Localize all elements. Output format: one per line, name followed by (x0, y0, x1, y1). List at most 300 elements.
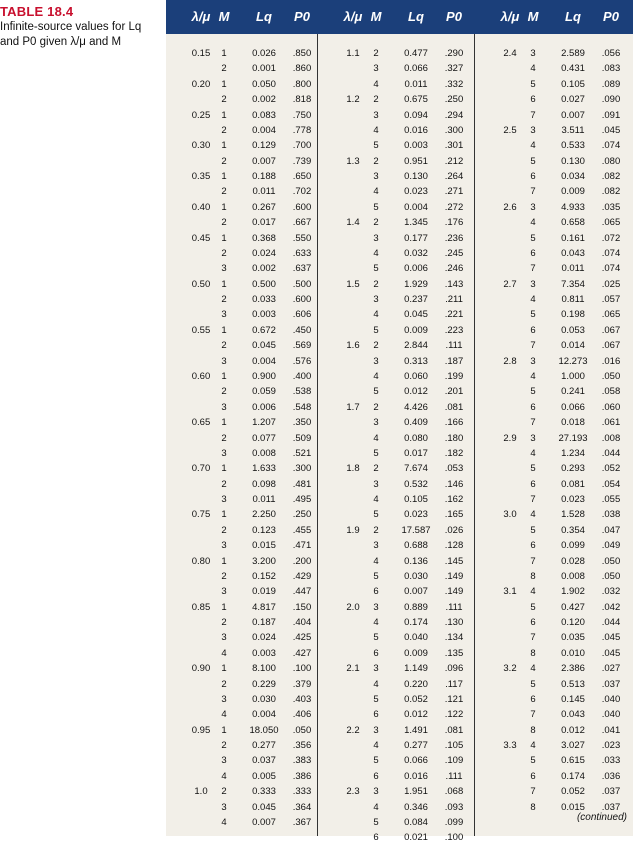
p0-cell: .074 (601, 247, 621, 259)
lq-cell: 1.929 (404, 278, 428, 290)
lq-cell: 0.043 (561, 709, 585, 721)
lq-cell: 0.017 (252, 217, 276, 229)
column-divider (317, 34, 318, 836)
p0-cell: .400 (292, 370, 312, 382)
lq-cell: 0.267 (252, 201, 276, 213)
p0-cell: .606 (292, 309, 312, 321)
p0-header-3: P0 (603, 9, 619, 24)
p0-cell: .083 (601, 63, 621, 75)
lq-cell: 0.023 (561, 494, 585, 506)
lambda-mu-cell: 1.3 (346, 155, 360, 167)
table-description: Infinite-source values for Lq and P0 given λ/μ and M (0, 21, 142, 48)
lq-cell: 0.004 (252, 355, 276, 367)
m-cell: 2 (221, 678, 227, 690)
lq-cell: 0.130 (404, 171, 428, 183)
lq-cell: 0.035 (561, 632, 585, 644)
m-cell: 4 (221, 817, 227, 828)
m-cell: 1 (221, 109, 227, 121)
p0-cell: .050 (601, 570, 621, 582)
lq-cell: 0.354 (561, 524, 585, 536)
lq-cell: 17.587 (401, 524, 431, 536)
m-cell: 3 (373, 355, 379, 367)
p0-cell: .149 (444, 570, 464, 582)
lq-cell: 1.902 (561, 586, 585, 598)
p0-cell: .301 (444, 140, 464, 152)
lq-cell: 0.053 (561, 324, 585, 336)
p0-cell: .199 (444, 370, 464, 382)
lambda-mu-cell: 0.60 (191, 370, 211, 382)
lq-cell: 0.017 (404, 447, 428, 459)
lq-cell: 0.021 (404, 832, 428, 843)
p0-cell: .538 (292, 386, 312, 398)
m-cell: 1 (221, 232, 227, 244)
p0-cell: .067 (601, 340, 621, 352)
lq-cell: 1.234 (561, 447, 585, 459)
lq-cell: 0.052 (404, 693, 428, 705)
lq-header-1: Lq (256, 9, 272, 24)
m-cell: 7 (530, 494, 536, 506)
p0-cell: .166 (444, 417, 464, 429)
lq-cell: 0.019 (252, 586, 276, 598)
lambda-mu-cell: 0.40 (191, 201, 211, 213)
m-cell: 3 (221, 401, 227, 413)
lq-cell: 0.028 (561, 555, 585, 567)
lq-cell: 1.149 (404, 663, 428, 675)
p0-cell: .667 (292, 217, 312, 229)
lq-cell: 0.427 (561, 601, 585, 613)
lambda-mu-cell: 0.20 (191, 78, 211, 90)
lq-cell: 0.002 (252, 94, 276, 106)
p0-cell: .250 (292, 509, 312, 521)
m-cell: 4 (373, 370, 379, 382)
p0-cell: .548 (292, 401, 312, 413)
lq-cell: 0.009 (404, 324, 428, 336)
column-divider (474, 34, 475, 836)
m-cell: 5 (530, 755, 536, 767)
p0-cell: .427 (292, 647, 312, 659)
lq-cell: 2.589 (561, 48, 585, 59)
m-cell: 1 (221, 78, 227, 90)
lq-cell: 3.200 (252, 555, 276, 567)
m-cell: 2 (373, 401, 379, 413)
m-cell: 3 (530, 124, 536, 136)
m-cell: 1 (221, 48, 227, 59)
lambda-mu-cell: 2.8 (503, 355, 517, 367)
p0-cell: .778 (292, 124, 312, 136)
p0-cell: .041 (601, 724, 621, 736)
m-cell: 1 (221, 555, 227, 567)
lq-cell: 0.129 (252, 140, 276, 152)
m-cell: 3 (221, 309, 227, 321)
p0-cell: .025 (601, 278, 621, 290)
m-cell: 7 (530, 786, 536, 798)
p0-cell: .135 (444, 647, 464, 659)
lq-cell: 0.083 (252, 109, 276, 121)
lq-cell: 0.066 (404, 755, 428, 767)
lq-cell: 3.511 (561, 124, 585, 136)
p0-cell: .044 (601, 447, 621, 459)
lambda-mu-cell: 1.4 (346, 217, 360, 229)
p0-cell: .052 (601, 463, 621, 475)
m-cell: 6 (530, 693, 536, 705)
m-cell: 3 (221, 447, 227, 459)
p0-cell: .271 (444, 186, 464, 198)
m-cell: 3 (373, 724, 379, 736)
m-cell: 4 (373, 309, 379, 321)
p0-cell: .290 (444, 48, 464, 59)
p0-cell: .054 (601, 478, 621, 490)
m-cell: 7 (530, 263, 536, 275)
p0-cell: .739 (292, 155, 312, 167)
m-cell: 4 (373, 678, 379, 690)
p0-cell: .294 (444, 109, 464, 121)
m-cell: 2 (221, 124, 227, 136)
m-cell: 4 (373, 617, 379, 629)
lq-cell: 4.933 (561, 201, 585, 213)
m-cell: 2 (221, 570, 227, 582)
p0-cell: .111 (445, 601, 463, 613)
p0-cell: .121 (444, 693, 464, 705)
m-cell: 6 (373, 770, 379, 782)
m-cell: 2 (221, 432, 227, 444)
p0-cell: .050 (292, 724, 312, 736)
lambda-mu-cell: 3.3 (503, 740, 517, 752)
p0-cell: .089 (601, 78, 621, 90)
lq-cell: 0.277 (404, 740, 428, 752)
m-cell: 3 (373, 232, 379, 244)
lq-cell: 0.161 (561, 232, 585, 244)
lq-cell: 0.368 (252, 232, 276, 244)
p0-cell: .065 (601, 309, 621, 321)
p0-cell: .211 (445, 294, 463, 306)
lq-cell: 0.431 (561, 63, 585, 75)
m-cell: 5 (373, 201, 379, 213)
m-cell: 6 (530, 770, 536, 782)
lq-cell: 0.066 (561, 401, 585, 413)
p0-cell: .082 (601, 171, 621, 183)
m-cell: 5 (373, 447, 379, 459)
lq-cell: 0.130 (561, 155, 585, 167)
m-cell: 2 (221, 386, 227, 398)
lambda-mu-cell: 2.4 (503, 48, 517, 59)
p0-cell: .044 (601, 617, 621, 629)
m-cell: 6 (373, 647, 379, 659)
m-cell: 4 (373, 247, 379, 259)
p0-cell: .023 (601, 740, 621, 752)
lq-cell: 0.136 (404, 555, 428, 567)
p0-cell: .146 (444, 478, 464, 490)
m-cell: 4 (373, 740, 379, 752)
m-cell: 6 (373, 832, 379, 843)
lq-cell: 7.674 (404, 463, 428, 475)
p0-cell: .074 (601, 140, 621, 152)
m-cell: 3 (373, 109, 379, 121)
p0-cell: .818 (292, 94, 312, 106)
p0-cell: .212 (444, 155, 464, 167)
lq-cell: 0.037 (252, 755, 276, 767)
lambda-mu-cell: 0.75 (191, 509, 211, 521)
lambda-mu-cell: 2.1 (346, 663, 360, 675)
lq-header-3: Lq (565, 9, 581, 24)
lq-cell: 0.040 (404, 632, 428, 644)
m-cell: 4 (530, 586, 536, 598)
p0-cell: .300 (292, 463, 312, 475)
lambda-mu-cell: 3.2 (503, 663, 517, 675)
m-cell: 4 (373, 432, 379, 444)
p0-cell: .333 (292, 786, 312, 798)
lambda-mu-cell: 0.25 (191, 109, 211, 121)
lambda-mu-cell: 0.95 (191, 724, 211, 736)
lq-cell: 0.532 (404, 478, 428, 490)
lq-cell: 1.528 (561, 509, 585, 521)
p0-cell: .111 (445, 340, 463, 352)
lq-cell: 0.152 (252, 570, 276, 582)
lq-cell: 0.094 (404, 109, 428, 121)
lambda-mu-cell: 2.0 (346, 601, 360, 613)
p0-cell: .272 (444, 201, 464, 213)
lq-cell: 0.277 (252, 740, 276, 752)
lq-cell: 1.345 (404, 217, 428, 229)
p0-cell: .100 (292, 663, 312, 675)
m-cell: 2 (373, 217, 379, 229)
m-cell: 1 (221, 278, 227, 290)
lq-cell: 2.844 (404, 340, 428, 352)
lq-cell: 0.033 (252, 294, 276, 306)
lambda-mu-cell: 2.5 (503, 124, 517, 136)
m-cell: 2 (221, 617, 227, 629)
lq-cell: 0.188 (252, 171, 276, 183)
lq-cell: 0.060 (404, 370, 428, 382)
m-cell: 5 (530, 524, 536, 536)
p0-cell: .702 (292, 186, 312, 198)
m-cell: 1 (221, 509, 227, 521)
m-cell: 5 (530, 309, 536, 321)
lq-cell: 27.193 (558, 432, 588, 444)
p0-cell: .569 (292, 340, 312, 352)
p0-cell: .600 (292, 201, 312, 213)
p0-cell: .091 (601, 109, 621, 121)
m-cell: 2 (373, 463, 379, 475)
lq-cell: 0.120 (561, 617, 585, 629)
m-cell: 3 (530, 278, 536, 290)
m-cell: 5 (373, 324, 379, 336)
lq-cell: 0.052 (561, 786, 585, 798)
m-cell: 5 (373, 632, 379, 644)
p0-cell: .090 (601, 94, 621, 106)
m-cell: 4 (530, 140, 536, 152)
lambda-mu-cell: 1.8 (346, 463, 360, 475)
m-cell: 5 (373, 509, 379, 521)
lambda-mu-header-1: λ/μ (191, 9, 211, 24)
m-header-3: M (527, 9, 539, 24)
m-cell: 4 (221, 647, 227, 659)
p0-cell: .033 (601, 755, 621, 767)
m-cell: 4 (530, 740, 536, 752)
p0-cell: .600 (292, 294, 312, 306)
m-cell: 7 (530, 555, 536, 567)
lq-header-2: Lq (408, 9, 424, 24)
lq-cell: 0.007 (252, 155, 276, 167)
m-cell: 2 (373, 340, 379, 352)
p0-cell: .850 (292, 48, 312, 59)
m-cell: 4 (530, 447, 536, 459)
lq-cell: 0.003 (252, 647, 276, 659)
p0-cell: .068 (444, 786, 464, 798)
m-cell: 2 (221, 63, 227, 75)
lambda-mu-cell: 0.30 (191, 140, 211, 152)
p0-cell: .057 (601, 294, 621, 306)
lq-cell: 1.000 (561, 370, 585, 382)
lq-cell: 0.032 (404, 247, 428, 259)
p0-header-2: P0 (446, 9, 462, 24)
m-cell: 3 (221, 632, 227, 644)
m-cell: 8 (530, 724, 536, 736)
p0-cell: .750 (292, 109, 312, 121)
table-caption (0, 4, 160, 50)
lq-cell: 0.014 (561, 340, 585, 352)
lq-cell: 0.015 (252, 540, 276, 552)
p0-cell: .037 (601, 801, 621, 813)
p0-cell: .180 (444, 432, 464, 444)
p0-cell: .367 (292, 817, 312, 828)
m-cell: 6 (530, 478, 536, 490)
lq-cell: 0.010 (561, 647, 585, 659)
p0-cell: .455 (292, 524, 312, 536)
lq-cell: 12.273 (558, 355, 588, 367)
p0-cell: .450 (292, 324, 312, 336)
lambda-mu-cell: 2.6 (503, 201, 517, 213)
lq-cell: 0.027 (561, 94, 585, 106)
lq-cell: 0.008 (561, 570, 585, 582)
lq-cell: 3.027 (561, 740, 585, 752)
m-cell: 3 (373, 540, 379, 552)
m-cell: 7 (530, 340, 536, 352)
lq-cell: 0.004 (252, 709, 276, 721)
m-cell: 3 (530, 432, 536, 444)
lq-cell: 0.084 (404, 817, 428, 828)
p0-cell: .128 (444, 540, 464, 552)
m-cell: 3 (373, 63, 379, 75)
lq-cell: 0.241 (561, 386, 585, 398)
p0-cell: .093 (444, 801, 464, 813)
m-cell: 2 (221, 247, 227, 259)
lq-cell: 0.001 (252, 63, 276, 75)
m-cell: 3 (373, 417, 379, 429)
p0-cell: .008 (601, 432, 621, 444)
m-cell: 4 (373, 494, 379, 506)
p0-cell: .236 (444, 232, 464, 244)
lq-cell: 0.145 (561, 693, 585, 705)
lq-cell: 0.012 (404, 386, 428, 398)
lq-cell: 0.333 (252, 786, 276, 798)
lambda-mu-cell: 3.0 (503, 509, 517, 521)
p0-cell: .117 (445, 678, 463, 690)
m-header-2: M (370, 9, 382, 24)
m-cell: 5 (530, 78, 536, 90)
lq-cell: 0.007 (404, 586, 428, 598)
lq-cell: 0.004 (252, 124, 276, 136)
lambda-mu-cell: 0.80 (191, 555, 211, 567)
p0-cell: .058 (601, 386, 621, 398)
lq-cell: 4.817 (252, 601, 276, 613)
lambda-mu-cell: 0.55 (191, 324, 211, 336)
m-cell: 2 (373, 94, 379, 106)
lq-cell: 0.672 (252, 324, 276, 336)
m-cell: 3 (530, 201, 536, 213)
p0-cell: .082 (601, 186, 621, 198)
lq-cell: 0.030 (252, 693, 276, 705)
lambda-mu-cell: 2.3 (346, 786, 360, 798)
p0-cell: .404 (292, 617, 312, 629)
lq-cell: 18.050 (249, 724, 279, 736)
p0-header-1: P0 (294, 9, 310, 24)
lq-cell: 0.045 (252, 801, 276, 813)
lq-cell: 0.024 (252, 632, 276, 644)
continued-note: (continued) (576, 812, 627, 823)
p0-cell: .700 (292, 140, 312, 152)
lq-cell: 0.018 (561, 417, 585, 429)
lambda-mu-cell: 1.7 (346, 401, 360, 413)
p0-cell: .162 (444, 494, 464, 506)
m-cell: 3 (373, 294, 379, 306)
p0-cell: .182 (444, 447, 464, 459)
lq-cell: 0.811 (561, 294, 585, 306)
lq-cell: 0.012 (561, 724, 585, 736)
lq-cell: 0.409 (404, 417, 428, 429)
m-cell: 4 (530, 663, 536, 675)
lq-cell: 0.012 (404, 709, 428, 721)
m-cell: 4 (221, 770, 227, 782)
m-cell: 2 (221, 524, 227, 536)
lq-cell: 0.123 (252, 524, 276, 536)
m-cell: 5 (373, 570, 379, 582)
lq-cell: 0.500 (252, 278, 276, 290)
lq-cell: 0.477 (404, 48, 428, 59)
p0-cell: .176 (444, 217, 464, 229)
lq-cell: 0.105 (561, 78, 585, 90)
m-cell: 4 (221, 709, 227, 721)
m-cell: 7 (530, 417, 536, 429)
m-cell: 6 (373, 709, 379, 721)
lq-cell: 0.011 (252, 186, 276, 198)
p0-cell: .045 (601, 632, 621, 644)
m-cell: 3 (221, 494, 227, 506)
m-cell: 6 (530, 540, 536, 552)
m-cell: 5 (530, 678, 536, 690)
p0-cell: .576 (292, 355, 312, 367)
lq-cell: 0.011 (252, 494, 276, 506)
m-cell: 5 (373, 817, 379, 828)
m-cell: 1 (221, 324, 227, 336)
m-cell: 4 (530, 63, 536, 75)
m-cell: 1 (221, 601, 227, 613)
lambda-mu-cell: 0.35 (191, 171, 211, 183)
p0-cell: .383 (292, 755, 312, 767)
p0-cell: .032 (601, 586, 621, 598)
m-cell: 1 (221, 417, 227, 429)
m-cell: 4 (373, 555, 379, 567)
m-cell: 3 (221, 540, 227, 552)
m-cell: 2 (221, 294, 227, 306)
p0-cell: .550 (292, 232, 312, 244)
p0-cell: .055 (601, 494, 621, 506)
p0-cell: .045 (601, 647, 621, 659)
p0-cell: .122 (444, 709, 464, 721)
p0-cell: .481 (292, 478, 312, 490)
m-cell: 2 (221, 340, 227, 352)
p0-cell: .049 (601, 540, 621, 552)
lq-cell: 7.354 (561, 278, 585, 290)
